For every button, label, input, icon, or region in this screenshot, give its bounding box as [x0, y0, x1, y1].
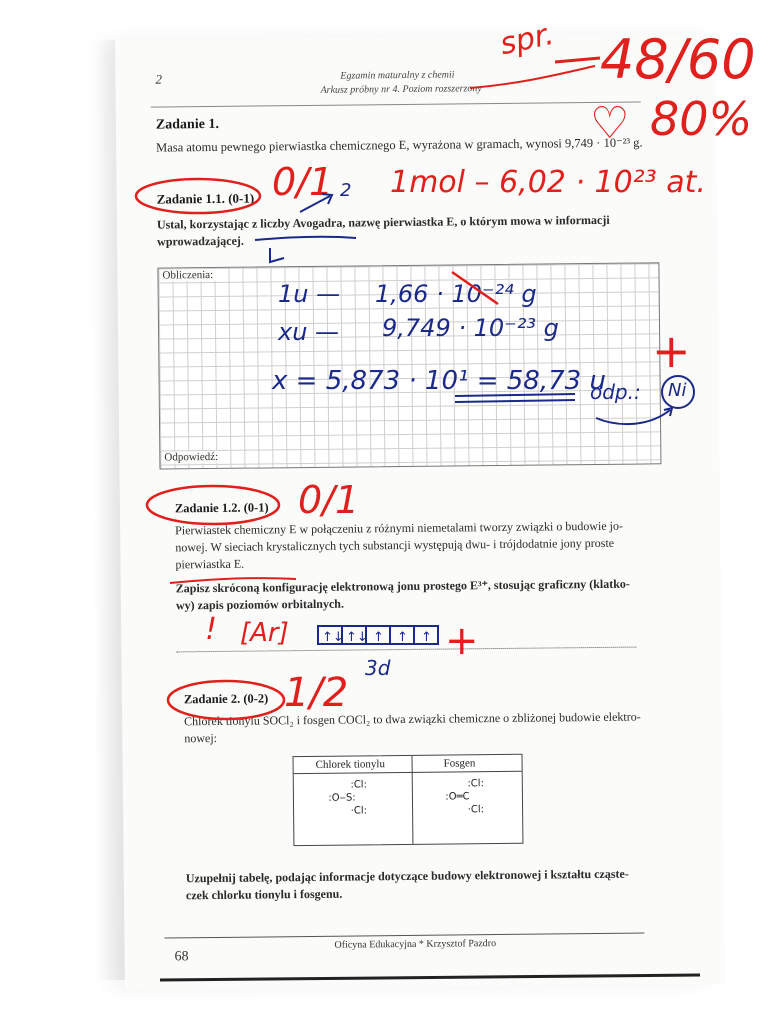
hw-calc-line1-right: 1,66 · 10⁻²⁴ g — [375, 280, 537, 308]
hw-element-answer: Ni — [668, 380, 687, 401]
task11-instruction-line1: Ustal, korzystając z liczby Avogadra, nazwę pierwiastka E, o którym mowa w informacji — [156, 212, 610, 232]
table-header-rule — [294, 771, 522, 774]
task2-text-line2: nowej: — [184, 730, 218, 746]
header-rule — [151, 101, 641, 107]
task1-intro: Masa atomu pewnego pierwiastka chemicznego E, wyrażona w gramach, wynosi 9,749 · 10⁻²³ g. — [156, 135, 643, 155]
task12-instruction-line2: wy) zapis poziomów orbitalnych. — [175, 596, 344, 613]
hw-orbital-label: 3d — [365, 656, 391, 680]
task12-text-line1: Pierwiastek chemiczny E w połączeniu z różnymi niemetalami tworzy związki o budowie jo- — [175, 518, 624, 538]
task12-text-line3: pierwiastka E. — [175, 556, 245, 572]
task2-title: Zadanie 2. (0-2) — [183, 691, 269, 707]
task1-title: Zadanie 1. — [155, 116, 219, 133]
hw-odp: odp.: — [590, 380, 641, 404]
task11-title: Zadanie 1.1. (0-1) — [156, 190, 255, 207]
hw-plus-task11: + — [652, 324, 691, 378]
publisher: Oficyna Edukacyjna * Krzysztof Pazdro — [334, 938, 497, 951]
hw-calc-line1-left: 1u — — [278, 280, 341, 308]
page-number: 2 — [155, 71, 162, 87]
socl2-structure: :Cl: :O‒S: ·Cl: — [321, 779, 368, 817]
hw-argon-core: [Ar] — [240, 618, 289, 648]
task11-instruction-line2: wprowadzającej. — [157, 233, 244, 249]
svg-text:↑: ↑ — [373, 630, 384, 645]
hw-score-task11: 0/1 — [272, 160, 334, 204]
task2-instruction-line2: czek chlorku tionylu i fosgenu. — [185, 886, 343, 903]
task2-instruction-line1: Uzupełnij tabelę, podając informacje dotyczące budowy elektronowej i kształtu cząste- — [185, 866, 629, 886]
structures-table — [293, 754, 524, 846]
hw-exclaim: ! — [205, 612, 218, 647]
hw-percent: 80% — [650, 92, 753, 146]
hw-score-task12: 0/1 — [298, 478, 360, 522]
hw-plus-task12: + — [445, 618, 479, 664]
heart-icon: ♡ — [590, 98, 630, 149]
svg-text:↑: ↑ — [397, 630, 408, 645]
exam-subtitle: Arkusz próbny nr 4. Poziom rozszerzony — [320, 83, 482, 96]
hw-arrow-note: 2 — [340, 180, 352, 201]
task12-title: Zadanie 1.2. (0-1) — [174, 500, 269, 516]
hw-calc-line3: x = 5,873 · 10¹ = 58,73 u — [272, 366, 606, 396]
header-phosgene: Fosgen — [443, 757, 476, 770]
hw-score-task2: 1/2 — [284, 670, 349, 716]
hw-calc-line2-right: 9,749 · 10⁻²³ g — [382, 314, 559, 342]
calc-label: Obliczenia: — [162, 268, 214, 282]
svg-text:↑↓: ↑↓ — [322, 630, 344, 645]
task12-text-line2: nowej. W sieciach krystalicznych tych substancji występują dwu- i trójdodatnie jony proste — [175, 535, 615, 555]
header-thionyl-chloride: Chlorek tionylu — [315, 758, 386, 771]
task12-instruction-line1: Zapisz skróconą konfigurację elektronową jonu prostego E³⁺, stosując graficzny (klatko- — [175, 576, 630, 596]
hw-calc-line2-left: xu — — [278, 318, 340, 346]
task2-text-line1: Chlorek tionylu SOCl₂ i fosgen COCl₂ to dwa związki chemiczne o zbliżonej budowie elektro- — [184, 709, 641, 729]
answer-label: Odpowiedź: — [164, 450, 219, 464]
hw-mol-note: 1mol – 6,02 · 10²³ at. — [390, 165, 706, 200]
footer-page-number: 68 — [174, 949, 189, 965]
table-divider — [412, 756, 414, 844]
svg-text:↑↓: ↑↓ — [346, 630, 368, 645]
exam-title: Egzamin maturalny z chemii — [340, 69, 455, 82]
footer-rule — [164, 933, 644, 939]
cocl2-structure: :Cl: :O═C ·Cl: — [438, 778, 485, 816]
hw-total-score: 48/60 — [600, 28, 756, 91]
hw-spr: spr. — [496, 16, 557, 63]
svg-text:↑: ↑ — [421, 630, 432, 645]
